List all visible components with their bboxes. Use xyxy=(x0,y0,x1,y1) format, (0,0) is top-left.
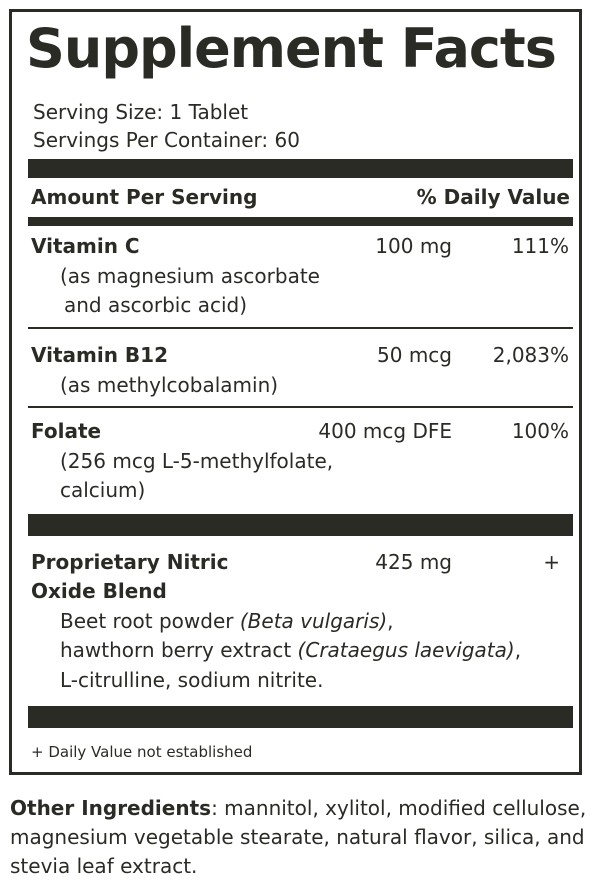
nutrient-detail: (as magnesium ascorbate xyxy=(60,264,320,288)
medium-divider xyxy=(28,217,573,226)
nutrient-detail: calcium) xyxy=(60,478,146,502)
amount-per-serving-header: Amount Per Serving xyxy=(31,185,258,209)
servings-per-container: Servings Per Container: 60 xyxy=(33,128,300,152)
footnote: + Daily Value not established xyxy=(31,743,253,761)
nutrient-daily-value: 111% xyxy=(511,234,569,258)
blend-ingredients: L-citrulline, sodium nitrite. xyxy=(60,668,324,692)
nutrient-detail: (as methylcobalamin) xyxy=(60,373,279,397)
other-ingredients-label: Other Ingredients xyxy=(10,796,212,820)
nutrient-amount: 400 mcg DFE xyxy=(318,419,452,443)
blend-daily-value: + xyxy=(543,550,560,574)
blend-name: Oxide Blend xyxy=(31,579,167,603)
nutrient-amount: 50 mcg xyxy=(377,343,452,367)
thin-divider xyxy=(28,327,573,329)
nutrient-daily-value: 100% xyxy=(511,419,569,443)
other-ingredients xyxy=(10,794,590,881)
nutrient-daily-value: 2,083% xyxy=(492,343,569,367)
nutrient-name: Vitamin C xyxy=(31,234,140,258)
blend-amount: 425 mg xyxy=(375,550,452,574)
thick-divider xyxy=(28,706,573,728)
daily-value-header: % Daily Value xyxy=(416,185,570,209)
nutrient-name: Vitamin B12 xyxy=(31,343,169,367)
panel-title: Supplement Facts xyxy=(26,17,556,80)
thick-divider xyxy=(28,514,573,536)
nutrient-name: Folate xyxy=(31,419,102,443)
other-ingredients-text: : mannitol, xylitol, modified cellulose, magnesium vegetable stearate, natural flavor, silica, and stevia leaf extract. xyxy=(10,796,587,878)
nutrient-detail: (256 mcg L-5-methylfolate, xyxy=(60,449,334,473)
nutrient-detail: and ascorbic acid) xyxy=(64,293,248,317)
supplement-facts-panel xyxy=(9,9,582,775)
serving-size: Serving Size: 1 Tablet xyxy=(33,100,249,124)
nutrient-amount: 100 mg xyxy=(375,234,452,258)
blend-name: Proprietary Nitric xyxy=(31,550,229,574)
blend-ingredients: Beet root powder (Beta vulgaris), xyxy=(60,609,394,633)
thin-divider xyxy=(28,406,573,408)
thick-divider xyxy=(28,159,573,178)
blend-ingredients: hawthorn berry extract (Crataegus laevigata), xyxy=(60,638,522,662)
